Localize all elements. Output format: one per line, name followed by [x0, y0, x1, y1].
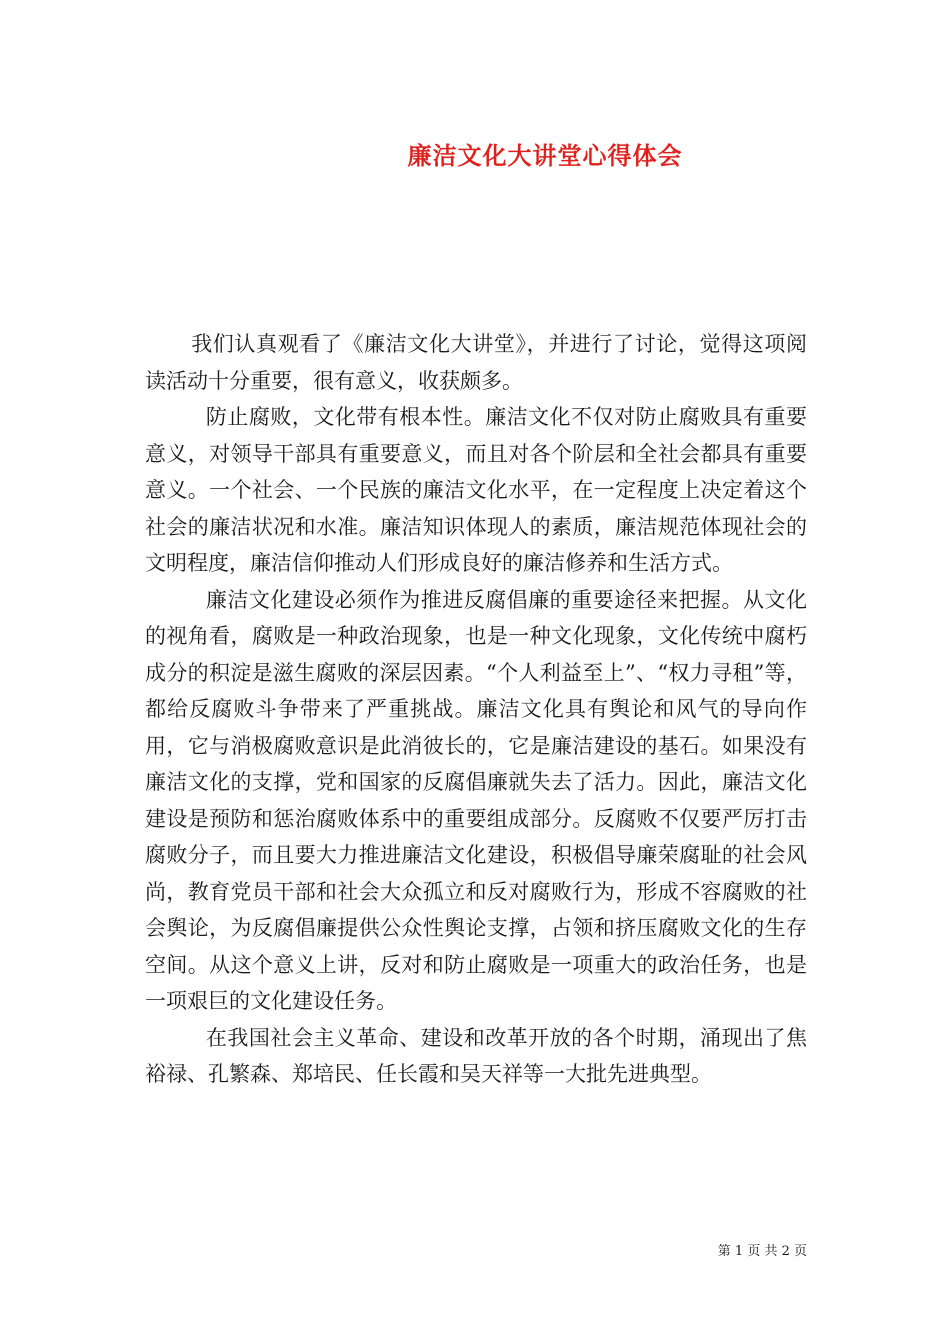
paragraph-4: 在我国社会主义革命、建设和改革开放的各个时期，涌现出了焦裕禄、孔繁森、郑培民、任长霞和吴天祥等一大批先进典型。 [145, 1025, 807, 1086]
document-title: 廉洁文化大讲堂心得体会 [407, 142, 683, 170]
document-body [145, 326, 807, 1093]
paragraph-3: 廉洁文化建设必须作为推进反腐倡廉的重要途径来把握。从文化的视角看，腐败是一种政治现象，也是一种文化现象，文化传统中腐朽成分的积淀是滋生腐败的深层因素。“个人利益至上”、“权力寻租”等，都给反腐败斗争带来了严重挑战。廉洁文化具有舆论和风气的导向作用，它与消极腐败意识是此消彼长的，它是廉洁建设的基石。如果没有廉洁文化的支撑，党和国家的反腐倡廉就失去了活力。因此，廉洁文化建设是预防和惩治腐败体系中的重要组成部分。反腐败不仅要严厉打击腐败分子，而且要大力推进廉洁文化建设，积极倡导廉荣腐耻的社会风尚，教育党员干部和社会大众孤立和反对腐败行为，形成不容腐败的社会舆论，为反腐倡廉提供公众性舆论支撑，占领和挤压腐败文化的生存空间。从这个意义上讲，反对和防止腐败是一项重大的政治任务，也是一项艰巨的文化建设任务。 [145, 587, 807, 1013]
page-number-footer: 第 1 页 共 2 页 [717, 1244, 807, 1259]
paragraph-1: 我们认真观看了《廉洁文化大讲堂》，并进行了讨论，觉得这项阅读活动十分重要，很有意义，收获颇多。 [145, 332, 807, 393]
paragraph-2: 防止腐败，文化带有根本性。廉洁文化不仅对防止腐败具有重要意义，对领导干部具有重要意义，而且对各个阶层和全社会都具有重要意义。一个社会、一个民族的廉洁文化水平，在一定程度上决定着这个社会的廉洁状况和水准。廉洁知识体现人的素质，廉洁规范体现社会的文明程度，廉洁信仰推动人们形成良好的廉洁修养和生活方式。 [145, 405, 807, 575]
